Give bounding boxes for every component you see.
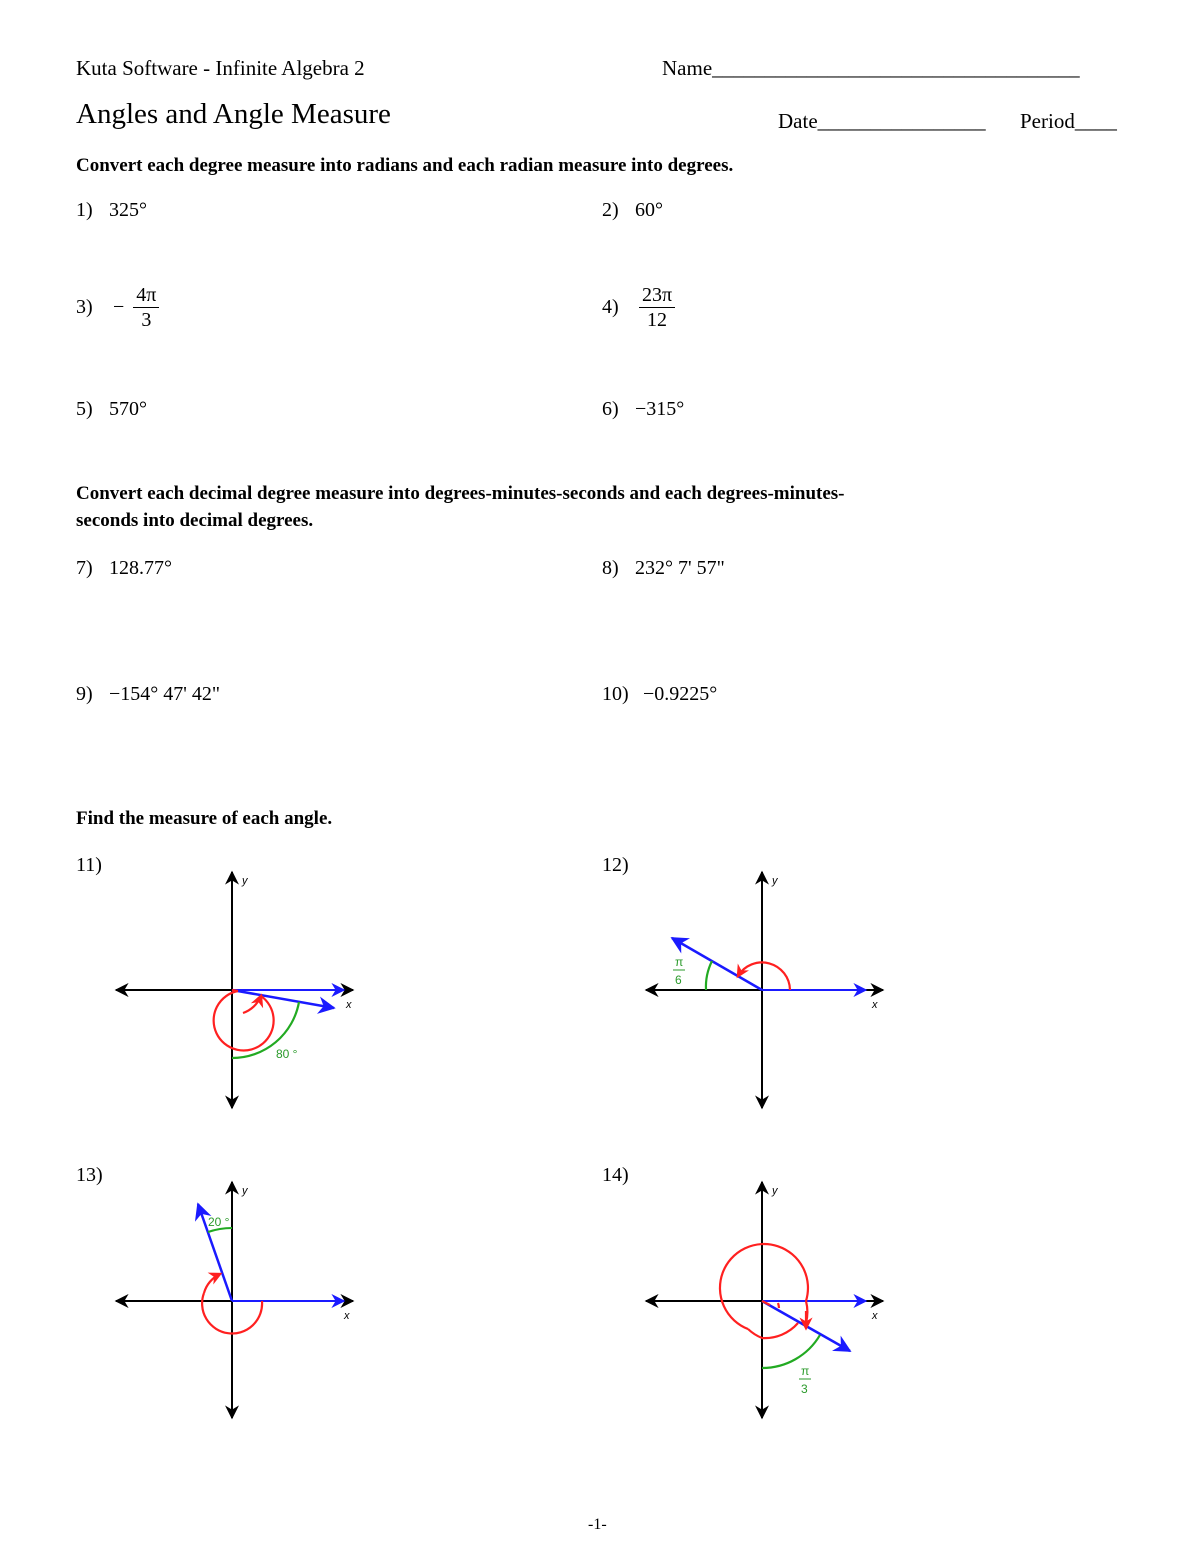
reference-angle-label: 80 ° — [276, 1047, 298, 1061]
reference-angle-numerator: π — [801, 1364, 810, 1378]
publisher-header: Kuta Software - Infinite Algebra 2 — [76, 56, 365, 80]
problem-8 — [602, 557, 725, 580]
angle-figure-12 — [638, 868, 898, 1118]
x-axis-label: x — [872, 1310, 878, 1322]
problem-number: 5) — [76, 398, 93, 420]
fraction-denominator: 12 — [647, 309, 668, 331]
problem-number: 8) — [602, 557, 619, 579]
problem-2 — [602, 199, 663, 222]
problem-11-number: 11) — [76, 854, 102, 876]
rotation-arc-outer — [720, 1244, 808, 1338]
problem-13-number: 13) — [76, 1164, 103, 1186]
section-instruction: Find the measure of each angle. — [76, 808, 333, 829]
angle-figure-11 — [108, 868, 368, 1118]
y-axis-label: y — [772, 875, 778, 887]
angle-figure-13 — [108, 1178, 368, 1428]
x-axis-label: x — [872, 999, 878, 1011]
period-field-label: Period____ — [1020, 109, 1117, 133]
problem-6 — [602, 398, 684, 421]
problem-value: 128.77° — [109, 557, 172, 579]
problem-number: 3) — [76, 296, 93, 318]
problem-1 — [76, 199, 147, 222]
date-field-label: Date________________ — [778, 109, 986, 133]
reference-angle-denominator: 3 — [801, 1382, 808, 1396]
rotation-arc — [738, 962, 790, 990]
fraction-numerator: 23π — [639, 283, 675, 308]
problem-number: 7) — [76, 557, 93, 579]
problem-number: 1) — [76, 199, 93, 221]
y-axis-label: y — [242, 875, 248, 887]
rotation-arc-arrow — [243, 996, 261, 1013]
worksheet-title: Angles and Angle Measure — [76, 98, 391, 130]
terminal-side-ray — [232, 990, 334, 1008]
fraction — [639, 283, 675, 332]
problem-number: 9) — [76, 683, 93, 705]
problem-7 — [76, 557, 172, 580]
problem-number: 10) — [602, 683, 629, 705]
x-axis-label: x — [344, 1310, 350, 1322]
name-field-label: Name___________________________________ — [662, 56, 1080, 80]
angle-figure-14 — [638, 1178, 898, 1428]
rotation-arc-arrow — [204, 1274, 220, 1293]
problem-value: −0.9225° — [643, 683, 718, 705]
problem-5 — [76, 398, 147, 421]
terminal-side-ray — [672, 938, 762, 990]
problem-10 — [602, 683, 717, 706]
problem-value: 325° — [109, 199, 147, 221]
page-number: -1- — [588, 1516, 607, 1533]
problem-12-number: 12) — [602, 854, 629, 876]
problem-value: 570° — [109, 398, 147, 420]
reference-angle-denominator: 6 — [675, 973, 682, 987]
problem-value: −315° — [635, 398, 685, 420]
y-axis-label: y — [242, 1185, 248, 1197]
problem-3 — [76, 283, 159, 332]
problem-number: 2) — [602, 199, 619, 221]
fraction — [133, 283, 159, 332]
problem-4 — [602, 283, 675, 332]
problem-number: 4) — [602, 296, 619, 318]
reference-arc — [706, 961, 712, 990]
section-instruction: Convert each decimal degree measure into degrees-minutes-seconds and each degrees-minutes-seconds into decimal degrees. — [76, 483, 845, 531]
section-instruction: Convert each degree measure into radians and each radian measure into degrees. — [76, 155, 734, 176]
reference-angle-numerator: π — [675, 955, 684, 969]
rotation-arc — [214, 990, 274, 1050]
problem-number: 6) — [602, 398, 619, 420]
problem-value: −154° 47' 42" — [109, 683, 221, 705]
x-axis-label: x — [346, 999, 352, 1011]
problem-value: 60° — [635, 199, 663, 221]
problem-value: 232° 7' 57" — [635, 557, 725, 579]
rotation-arc-inner — [762, 1301, 807, 1323]
problem-9 — [76, 683, 220, 706]
fraction-sign: − — [113, 296, 125, 318]
reference-arc — [762, 1335, 820, 1368]
reference-angle-label: 20 ° — [208, 1215, 230, 1229]
problem-14-number: 14) — [602, 1164, 629, 1186]
fraction-numerator: 4π — [133, 283, 159, 308]
fraction-denominator: 3 — [141, 309, 152, 331]
y-axis-label: y — [772, 1185, 778, 1197]
